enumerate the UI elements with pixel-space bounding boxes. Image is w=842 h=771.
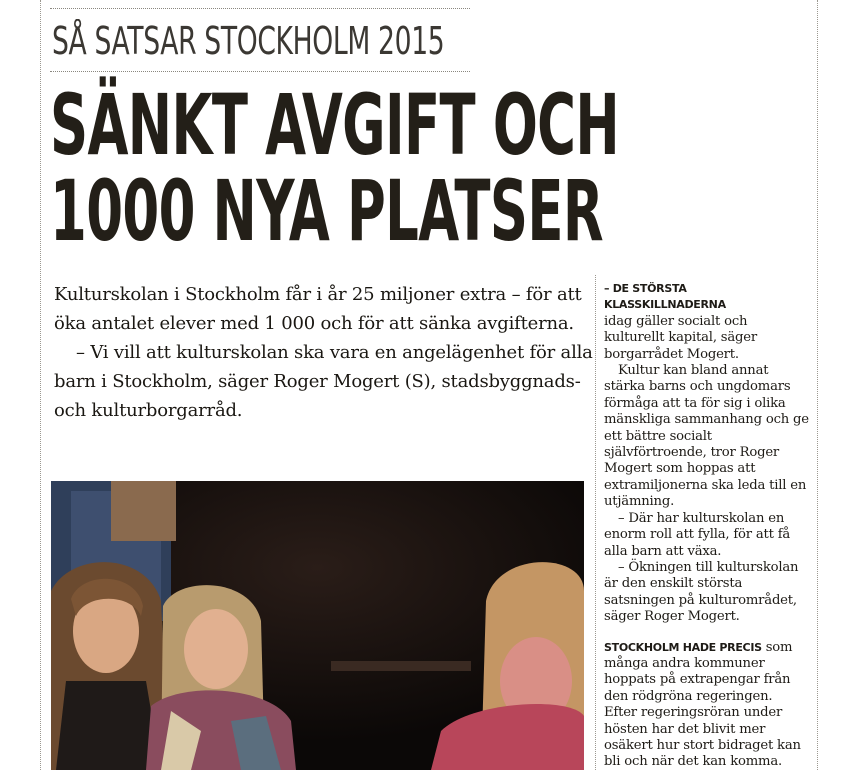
column-rule-middle: [595, 275, 596, 770]
column-rule-right: [817, 0, 818, 770]
lead-paragraph-1: Kulturskolan i Stockholm får i år 25 miljoner extra – för att öka antalet elever med 1 000 och för att sänka avgifterna.: [54, 284, 582, 334]
kicker-text: SÅ SATSAR STOCKHOLM 2015: [52, 19, 445, 63]
column-paragraph-3: – Där har kulturskolan en enorm roll att fylla, för att få alla barn att växa.: [604, 510, 791, 559]
article-photo: [51, 481, 584, 770]
photo-illustration: [51, 481, 584, 770]
column-rule-left: [40, 0, 41, 770]
column-paragraph-5: [604, 640, 809, 771]
paragraph-gap: [604, 626, 809, 640]
kicker: [50, 8, 470, 72]
headline-line-2: 1000 NYA PLATSER: [50, 162, 604, 260]
column-subhead: – DE STÖRSTA KLASSKILLNADERNA: [604, 282, 726, 312]
column-paragraph-4: – Ökningen till kulturskolan är den enskilt största satsningen på kulturområdet, säger Roger Mogert.: [604, 559, 799, 625]
lead-text: [54, 280, 594, 425]
headline-line-1: SÄNKT AVGIFT OCH: [50, 76, 620, 174]
lead-paragraph-2: – Vi vill att kulturskolan ska vara en angelägenhet för alla barn i Stockholm, säger Roger Mogert (S), stadsbyggnads- och kulturborgarråd.: [54, 342, 593, 421]
sidebar-column-text: [604, 281, 809, 771]
column-paragraph-1: idag gäller socialt och kulturellt kapital, säger borgarrådet Mogert.: [604, 313, 757, 362]
column-lead-in: STOCKHOLM HADE PRECIS: [604, 640, 762, 654]
headline: [50, 76, 620, 260]
column-paragraph-5-body: som många andra kommuner hoppats på extrapengar från den rödgröna regeringen. Efter regeringsröran under hösten har det blivit mer osäkert hur stort bidraget kan bli och när det kan komma.: [604, 639, 801, 770]
column-paragraph-2: Kultur kan bland annat stärka barns och ungdomars förmåga att ta för sig i olika mänskliga sammanhang och ge ett bättre socialt självförtroende, tror Roger Mogert som hoppas att extramiljonerna ska leda till en utjämning.: [604, 363, 809, 510]
